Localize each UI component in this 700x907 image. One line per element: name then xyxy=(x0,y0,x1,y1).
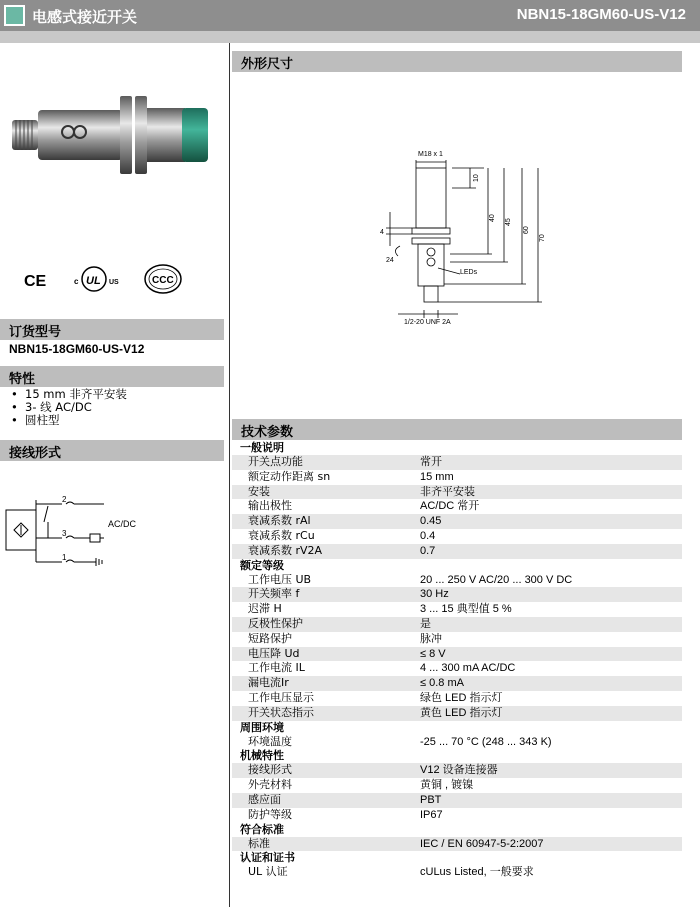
tech-value: ≤ 8 V xyxy=(420,647,446,660)
tech-group-heading: 周围环境 xyxy=(240,720,284,734)
tech-value: 15 mm xyxy=(420,470,454,483)
tech-value: cULus Listed, 一般要求 xyxy=(420,866,534,879)
pin-label: 2 xyxy=(62,495,67,504)
tech-row xyxy=(232,661,682,676)
tech-row xyxy=(232,735,682,750)
tech-row xyxy=(232,808,682,823)
tech-label: UL 认证 xyxy=(248,865,288,879)
tech-value: -25 ... 70 °C (248 ... 343 K) xyxy=(420,735,552,748)
tech-row xyxy=(232,778,682,793)
tech-row xyxy=(232,706,682,721)
tech-value: 30 Hz xyxy=(420,588,449,601)
tech-row xyxy=(232,632,682,647)
tech-value: 黄色 LED 指示灯 xyxy=(420,706,503,719)
dimensions-heading: 外形尺寸 xyxy=(232,51,682,72)
tech-row xyxy=(232,793,682,808)
tech-group-heading: 额定等级 xyxy=(240,558,284,572)
svg-text:M18 x 1: M18 x 1 xyxy=(418,151,443,158)
svg-text:24: 24 xyxy=(386,257,394,264)
title-bar xyxy=(0,0,700,31)
certification-logos xyxy=(18,262,198,296)
tech-row xyxy=(232,455,682,470)
tech-label: 开关频率 f xyxy=(248,587,300,601)
wiring-diagram xyxy=(4,492,154,574)
svg-text:4: 4 xyxy=(380,229,384,236)
tech-value: AC/DC 常开 xyxy=(420,500,480,513)
tech-row xyxy=(232,691,682,706)
order-number: NBN15-18GM60-US-V12 xyxy=(9,342,145,356)
column-divider xyxy=(229,43,230,907)
ce-mark: CE xyxy=(24,273,47,290)
svg-text:60: 60 xyxy=(523,226,530,234)
svg-text:LEDs: LEDs xyxy=(460,269,478,276)
tech-label: 输出极性 xyxy=(248,499,292,513)
tech-label: 工作电压显示 xyxy=(248,690,314,704)
tech-label: 额定动作距离 sn xyxy=(248,469,331,483)
tech-label: 防护等级 xyxy=(248,807,292,821)
tech-label: 开关状态指示 xyxy=(248,705,314,719)
tech-group-heading: 机械特性 xyxy=(240,749,284,763)
tech-row xyxy=(232,529,682,544)
tech-label: 工作电压 UB xyxy=(248,572,312,586)
tech-value: V12 设备连接器 xyxy=(420,764,498,777)
tech-label: 外壳材料 xyxy=(248,778,292,792)
tech-value: 是 xyxy=(420,617,431,630)
supply-label: AC/DC xyxy=(108,519,137,529)
tech-value: 0.45 xyxy=(420,515,442,528)
dimension-drawing xyxy=(372,142,552,328)
tech-label: 标准 xyxy=(248,836,270,850)
svg-text:c: c xyxy=(74,277,79,286)
svg-text:70: 70 xyxy=(539,234,546,242)
tech-row xyxy=(232,544,682,559)
pin-label: 3 xyxy=(62,529,67,538)
tech-row xyxy=(232,763,682,778)
tech-label: 迟滞 H xyxy=(248,602,282,616)
feature-item: • 3- 线 AC/DC xyxy=(9,401,127,414)
tech-row xyxy=(232,514,682,529)
tech-row xyxy=(232,837,682,852)
tech-group-heading: 符合标准 xyxy=(240,822,284,836)
tech-row xyxy=(232,676,682,691)
svg-text:1/2-20 UNF 2A: 1/2-20 UNF 2A xyxy=(404,319,451,326)
tech-value: 常开 xyxy=(420,456,442,468)
svg-text:10: 10 xyxy=(473,174,480,182)
product-photo xyxy=(10,88,210,178)
tech-value: ≤ 0.8 mA xyxy=(420,677,464,690)
svg-text:40: 40 xyxy=(489,214,496,222)
feature-list xyxy=(9,388,127,427)
tech-label: 环境温度 xyxy=(248,734,292,748)
features-heading: 特性 xyxy=(0,366,224,387)
tech-label: 感应面 xyxy=(248,792,281,806)
tech-value: 0.7 xyxy=(420,544,436,557)
tech-row xyxy=(232,587,682,602)
wiring-heading: 接线形式 xyxy=(0,440,224,461)
tech-value: 20 ... 250 V AC/20 ... 300 V DC xyxy=(420,573,573,586)
tech-label: 衰减系数 rCu xyxy=(248,528,315,542)
tech-row xyxy=(232,647,682,662)
tech-value: IEC / EN 60947-5-2:2007 xyxy=(420,837,544,850)
tech-label: 电压降 Ud xyxy=(248,646,300,660)
svg-text:45: 45 xyxy=(505,218,512,226)
tech-row xyxy=(232,602,682,617)
tech-group-heading: 认证和证书 xyxy=(240,851,295,865)
tech-label: 反极性保护 xyxy=(248,616,303,630)
svg-text:CCC: CCC xyxy=(152,275,174,286)
tech-row xyxy=(232,573,682,588)
model-number: NBN15-18GM60-US-V12 xyxy=(516,6,686,23)
tech-value: 4 ... 300 mA AC/DC xyxy=(420,662,516,675)
tech-label: 衰减系数 rAl xyxy=(248,514,311,528)
feature-item: • 15 mm 非齐平安装 xyxy=(9,388,127,401)
tech-value: IP67 xyxy=(420,808,443,821)
tech-row xyxy=(232,499,682,514)
tech-label: 接线形式 xyxy=(248,763,292,777)
tech-label: 衰减系数 rV2A xyxy=(248,543,323,557)
tech-row xyxy=(232,470,682,485)
tech-row xyxy=(232,865,682,880)
tech-label: 漏电流Ir xyxy=(248,676,289,690)
sub-bar xyxy=(0,31,700,43)
feature-item: • 圆柱型 xyxy=(9,414,127,427)
tech-row xyxy=(232,485,682,500)
brand-square-icon xyxy=(4,5,25,26)
tech-value: PBT xyxy=(420,793,442,806)
tech-heading: 技术参数 xyxy=(232,419,682,440)
tech-group-heading: 一般说明 xyxy=(240,441,284,454)
svg-text:US: US xyxy=(109,279,119,286)
tech-label: 工作电流 IL xyxy=(248,661,305,675)
svg-text:UL: UL xyxy=(86,275,101,287)
tech-value: 黄铜 , 镀镍 xyxy=(420,779,474,792)
tech-label: 短路保护 xyxy=(248,631,292,645)
tech-table xyxy=(232,441,682,880)
tech-row xyxy=(232,617,682,632)
tech-value: 脉冲 xyxy=(420,632,442,645)
order-heading: 订货型号 xyxy=(0,319,224,340)
tech-label: 安装 xyxy=(248,484,270,498)
tech-value: 非齐平安装 xyxy=(420,485,475,498)
tech-value: 绿色 LED 指示灯 xyxy=(420,691,503,704)
page-title: 电感式接近开关 xyxy=(32,8,138,26)
pin-label: 1 xyxy=(62,553,67,562)
tech-value: 3 ... 15 典型值 5 % xyxy=(420,603,512,616)
tech-label: 开关点功能 xyxy=(248,455,303,468)
tech-value: 0.4 xyxy=(420,529,436,542)
